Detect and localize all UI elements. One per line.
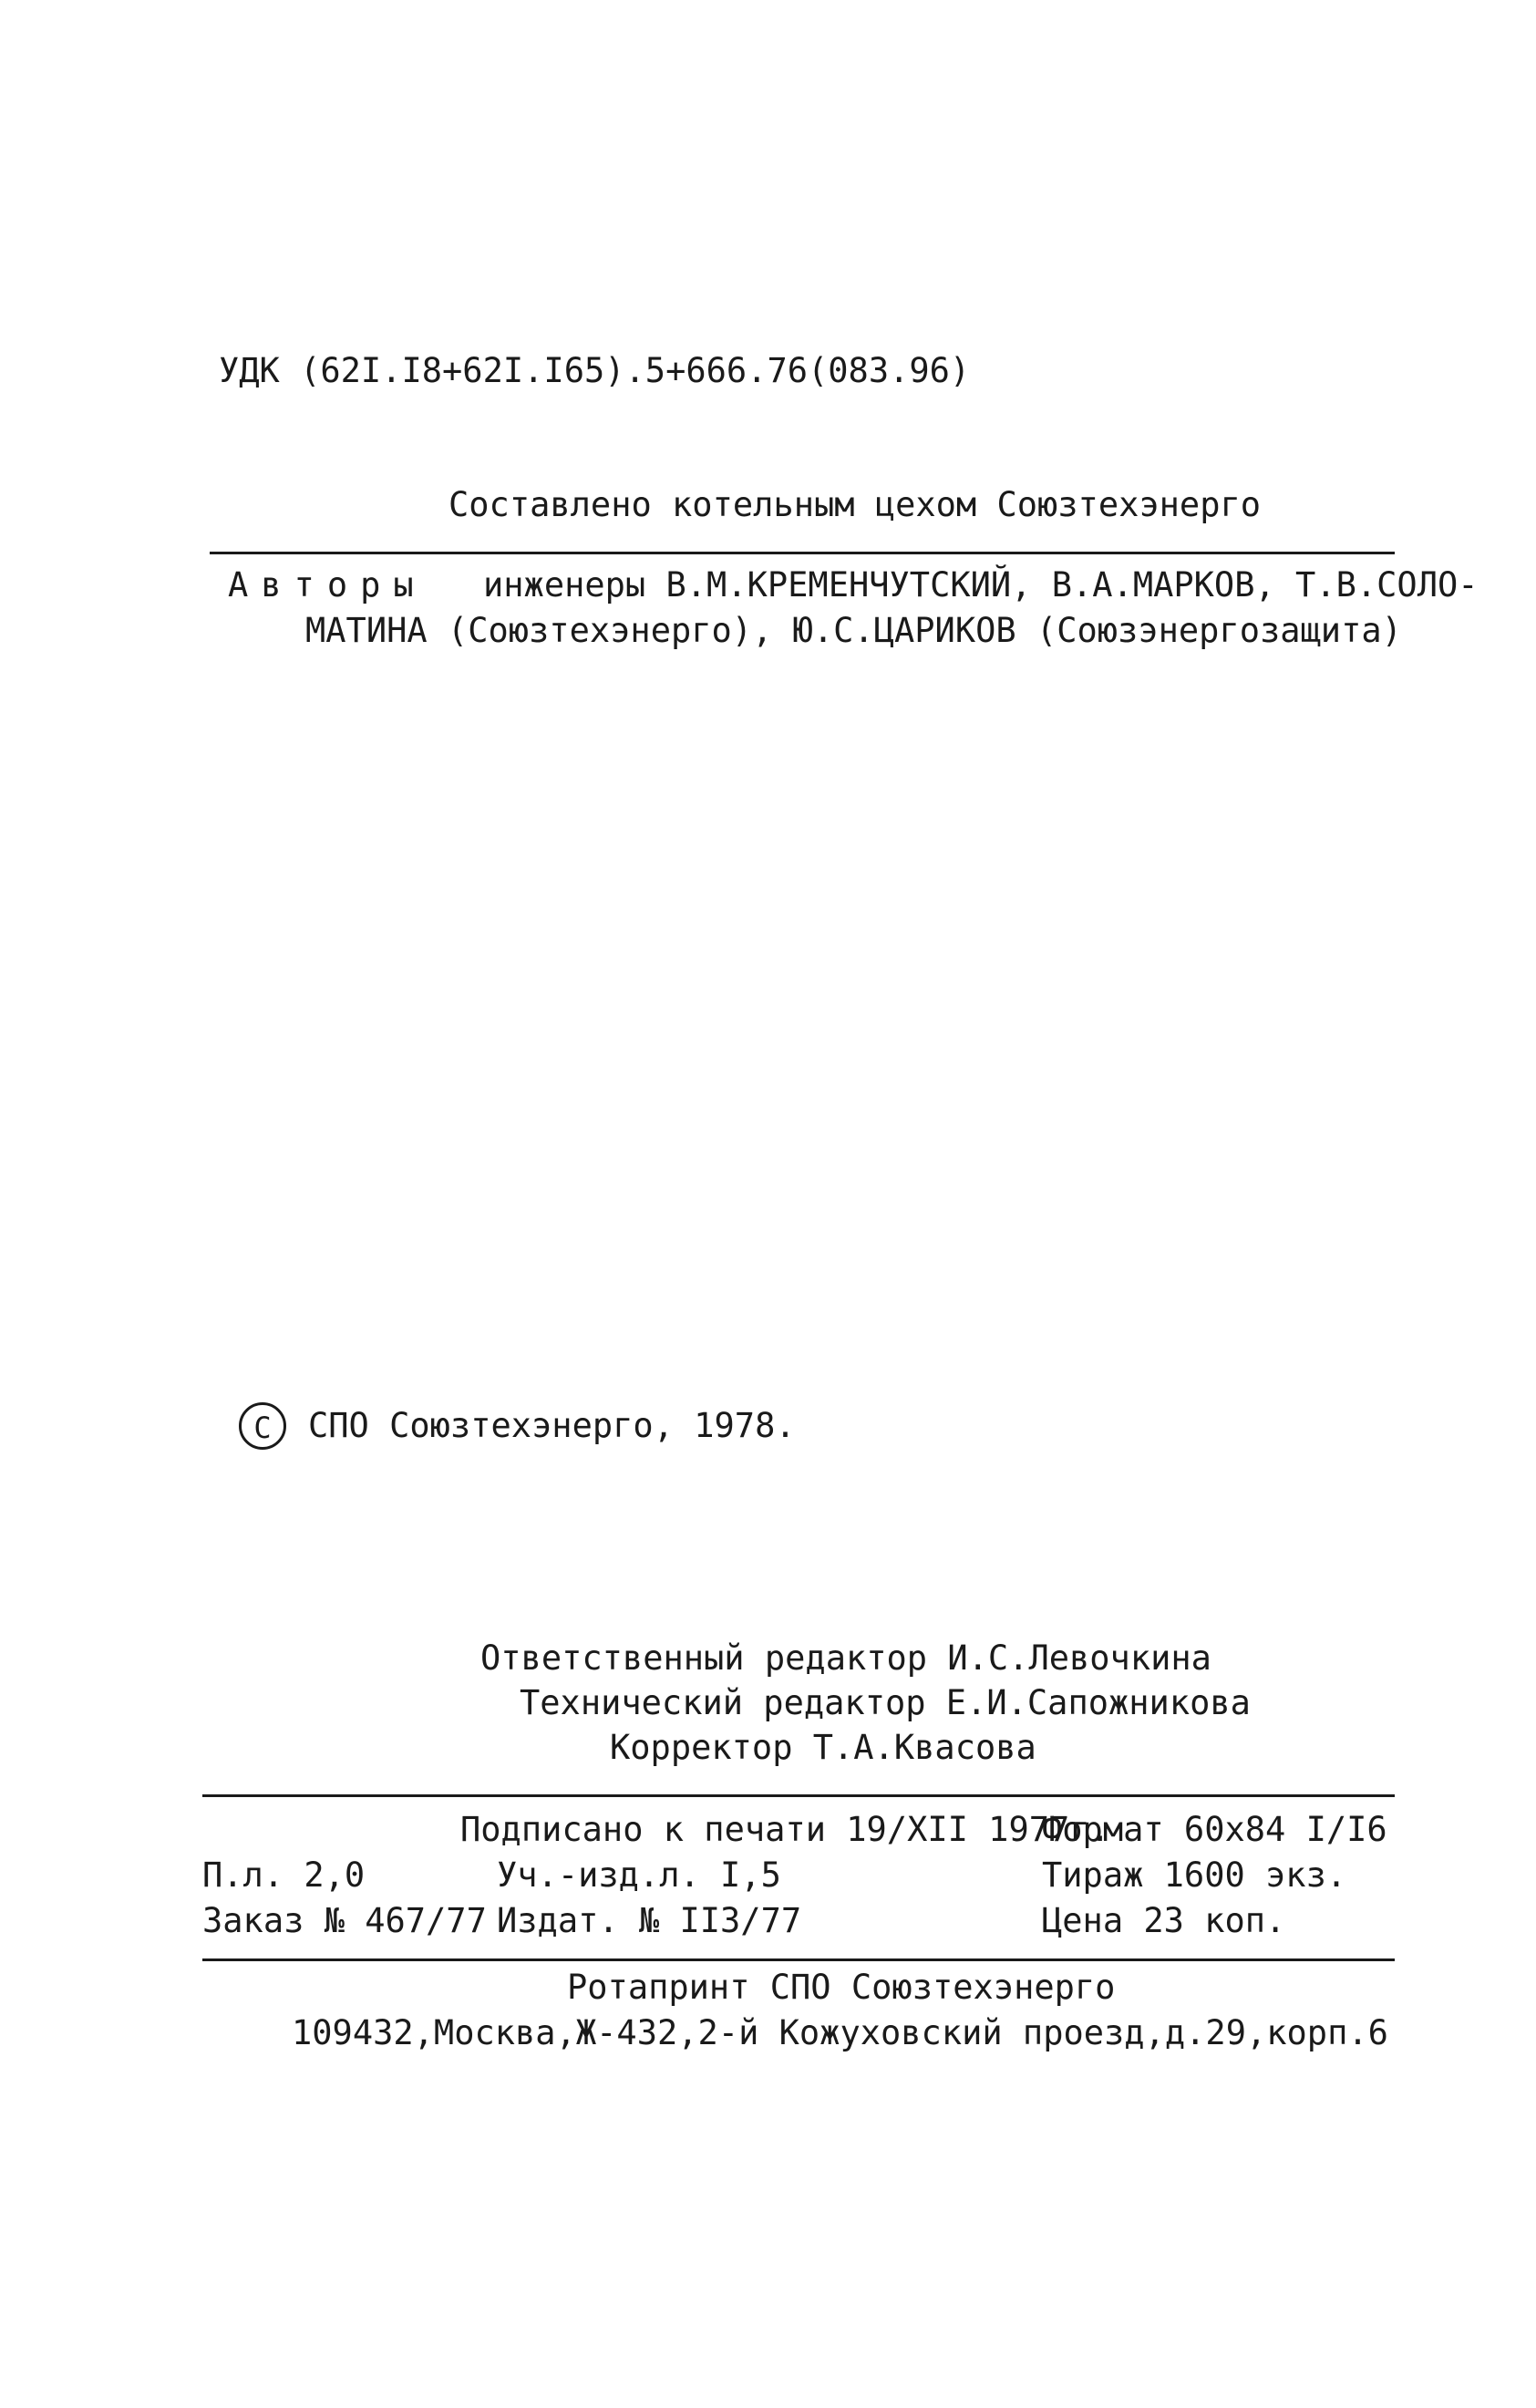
printer-name: Ротапринт СПО Союзтехэнерго [567,1968,1116,2007]
imprint-bottom-rule [202,1958,1395,1961]
copyright-text: СПО Союзтехэнерго, 1978. [308,1406,796,1445]
proofreader: Корректор Т.А.Квасова [610,1728,1036,1767]
imprint-signed: Подписано к печати 19/XII 1977г. [460,1810,1110,1849]
imprint-publ-no: Издат. № II3/77 [497,1901,802,1940]
imprint-edu-sheets: Уч.-изд.л. I,5 [497,1855,781,1895]
responsible-editor: Ответственный редактор И.С.Левочкина [480,1638,1211,1678]
authors-label: Авторы [228,565,427,605]
printer-address: 109432,Москва,Ж-432,2-й Кожуховский проезд,д.29,корп.6 [292,2013,1388,2052]
technical-editor: Технический редактор Е.И.Сапожникова [520,1683,1251,1722]
authors-top-rule [210,552,1395,554]
authors-line-1: инженеры В.М.КРЕМЕНЧУТСКИЙ, В.А.МАРКОВ, Т.В.СОЛО- [483,565,1479,605]
imprint-price: Цена 23 коп. [1042,1901,1286,1940]
imprint-sheets: П.л. 2,0 [202,1855,366,1895]
imprint-print-run: Тираж 1600 экз. [1042,1855,1347,1895]
imprint-order: Заказ № 467/77 [202,1901,487,1940]
imprint-top-rule [202,1794,1395,1797]
udc-code: УДК (62I.I8+62I.I65).5+666.76(083.96) [219,351,971,390]
copyright-icon: С [239,1402,286,1450]
authors-line-2: МАТИНА (Союзтехэнерго), Ю.С.ЦАРИКОВ (Союзэнергозащита) [305,611,1402,650]
imprint-format: Формат 60х84 I/I6 [1042,1810,1387,1849]
compiled-by: Составлено котельным цехом Союзтехэнерго [448,485,1262,524]
